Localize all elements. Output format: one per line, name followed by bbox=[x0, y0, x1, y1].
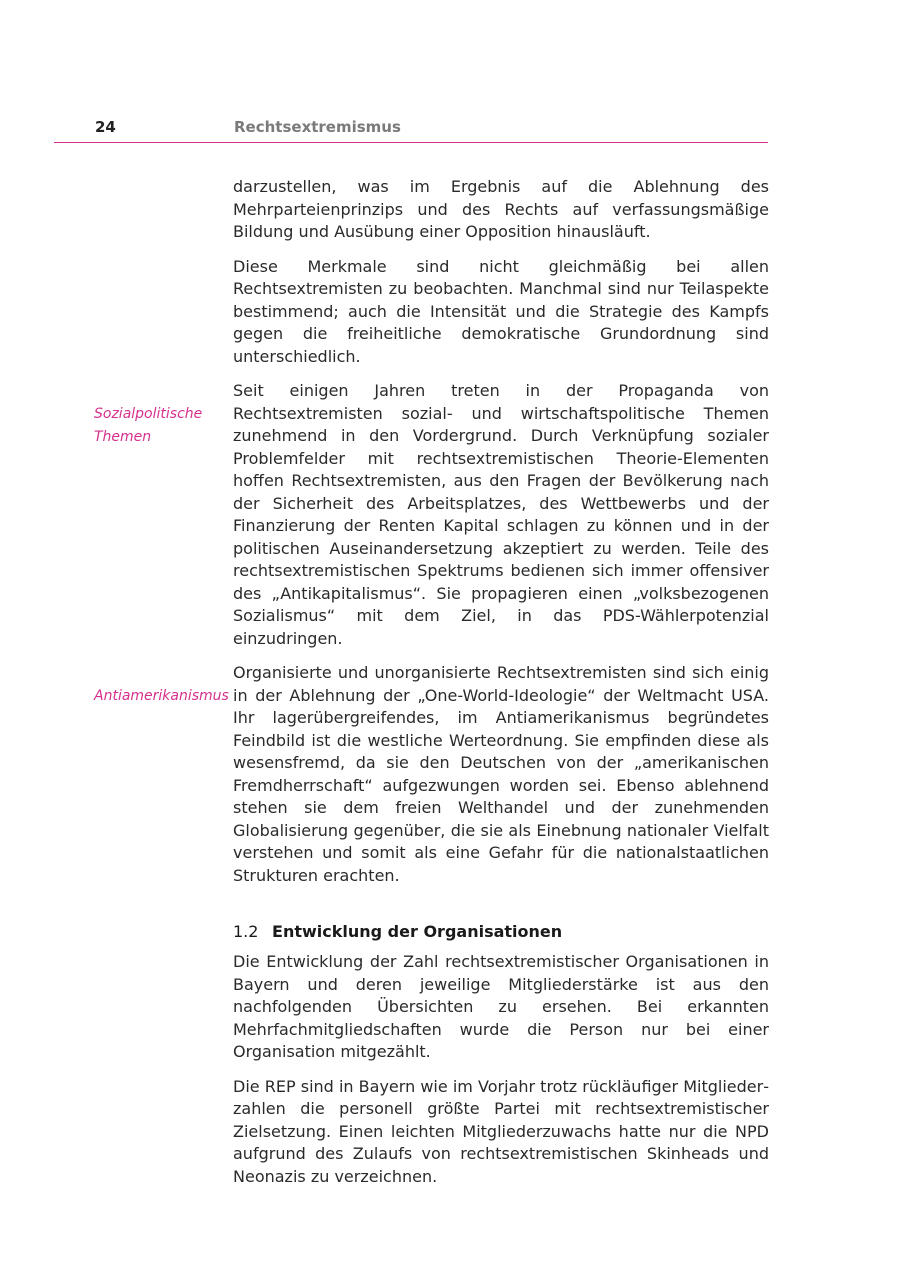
margin-note-antiamerikanismus: Antiamerikanismus bbox=[94, 688, 229, 704]
section-number: 1.2 bbox=[233, 922, 259, 941]
page-number: 24 bbox=[95, 118, 116, 136]
paragraph-3: Seit einigen Jahren treten in der Propaganda von Rechtsextremisten sozial- und wirtschaftspolitische Themen zunehmend in den Vordergrund. Durch Verknüpfung sozialer Problemfelder mit rechtsextremistischen Theorie-Elementen hoffen Rechtsextremisten, aus den Fragen der Bevölkerung nach der Sicherheit des Arbeitsplatzes, des Wettbewerbs und der Finanzierung der Renten Kapital schlagen zu können und in der politischen Auseinandersetzung akzeptiert zu werden. Teile des rechtsextremistischen Spektrums bedienen sich immer offensiver des „Antikapitalismus“. Sie propagieren einen „volksbezogenen Sozialismus“ mit dem Ziel, in das PDS-Wählerpotenzial einzudringen. bbox=[233, 381, 769, 648]
paragraph-3-block bbox=[94, 380, 769, 650]
paragraph-5: Die Entwicklung der Zahl rechtsextremistischer Organisationen in Bayern und deren jeweilige Mitgliederstärke ist aus den nachfolgenden Übersichten zu ersehen. Bei erkannten Mehrfachmitgliedschaften wurde die Person nur bei einer Organisation mitgezählt. bbox=[233, 952, 769, 1061]
section-heading bbox=[233, 921, 769, 943]
body-text bbox=[94, 176, 769, 1200]
running-title: Rechtsextremismus bbox=[234, 118, 401, 136]
paragraph-2: Diese Merkmale sind nicht gleichmäßig bei allen Rechtsextremisten zu beobachten. Manchmal sind nur Teilaspekte bestimmend; auch die Intensität und die Strategie des Kampfs gegen die freiheitliche demokratische Grundordnung sind unterschiedlich. bbox=[233, 256, 769, 366]
paragraph-4-block bbox=[94, 662, 769, 887]
margin-note-sozialpolitische-themen: Sozialpolitische Themen bbox=[94, 406, 203, 445]
section-title: Entwicklung der Organisationen bbox=[272, 922, 563, 941]
paragraph-6: Die REP sind in Bayern wie im Vorjahr trotz rückläufiger Mitgliederzahlen die personell größte Partei mit rechtsextremistischer Zielsetzung. Einen leichten Mitgliederzuwachs hatte nur die NPD aufgrund des Zulaufs von rechtsextremistischen Skinheads und Neonazis zu verzeichnen. bbox=[233, 1076, 769, 1186]
paragraph-1: darzustellen, was im Ergebnis auf die Ablehnung des Mehrparteienprinzips und des Rechts auf verfassungsmäßige Bildung und Ausübung einer Opposition hinausläuft. bbox=[233, 177, 769, 241]
paragraph-4: Organisierte und unorganisierte Rechtsextremisten sind sich einig in der Ablehnung der „One-World-Ideologie“ der Weltmacht USA. Ihr lagerübergreifendes, im Antiamerikanismus begründetes Feindbild ist die westliche Werteordnung. Sie empfinden diese als wesensfremd, da sie den Deutschen von der „amerikanischen Fremdherrschaft“ aufgezwungen worden sei. Ebenso ablehnend stehen sie dem freien Welthandel und der zunehmenden Globalisierung gegenüber, die sie als Einebnung nationaler Vielfalt verstehen und somit als eine Gefahr für die nationalstaatlichen Strukturen erachten. bbox=[233, 663, 769, 885]
page-header bbox=[54, 118, 768, 143]
